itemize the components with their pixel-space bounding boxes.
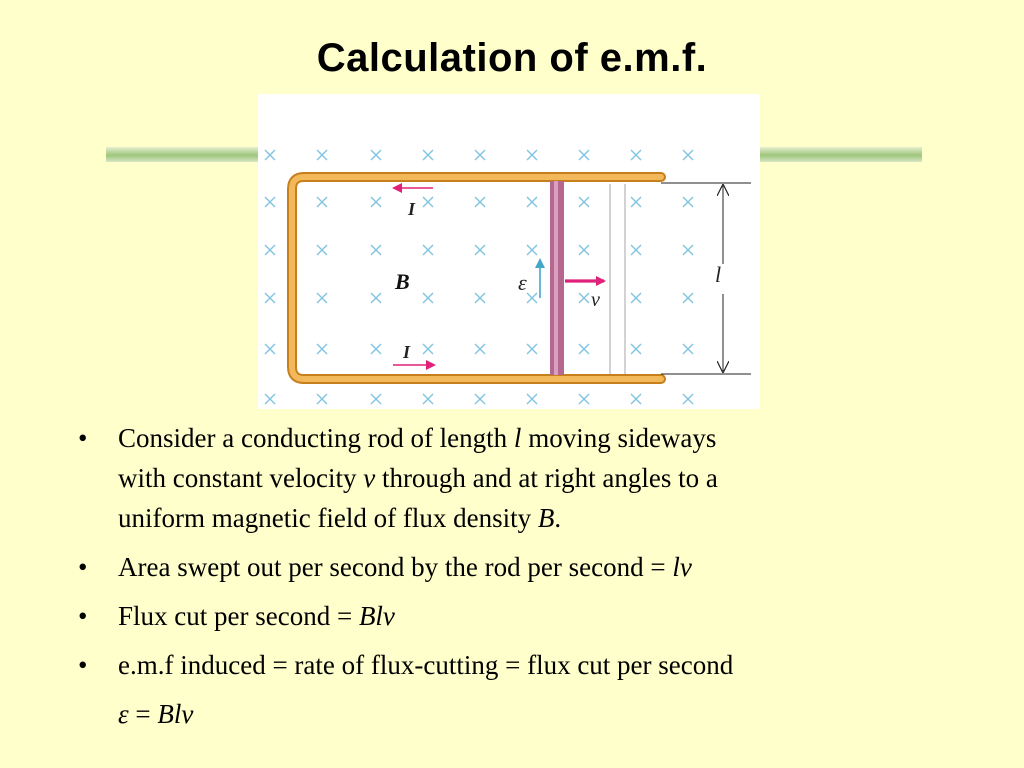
bullet-line: with constant velocity v through and at right angles to a	[118, 463, 718, 493]
field-cross-icon	[317, 293, 327, 303]
field-cross-icon	[683, 293, 693, 303]
field-cross-icon	[317, 245, 327, 255]
field-label: B	[395, 269, 410, 294]
field-cross-icon	[265, 344, 275, 354]
field-cross-icon	[475, 197, 485, 207]
field-cross-icon	[683, 150, 693, 160]
field-cross-icon	[527, 344, 537, 354]
bullet-item	[78, 645, 958, 685]
bullet-dot: •	[78, 552, 88, 582]
length-label: l	[715, 262, 722, 287]
field-cross-icon	[579, 293, 589, 303]
field-cross-icon	[423, 293, 433, 303]
field-cross-icon	[579, 245, 589, 255]
field-cross-icon	[631, 394, 641, 404]
field-cross-icon	[527, 245, 537, 255]
field-cross-icon	[423, 197, 433, 207]
field-cross-icon	[579, 394, 589, 404]
bullet-line: Area swept out per second by the rod per second = lv	[118, 552, 692, 582]
bullet-line: e.m.f induced = rate of flux-cutting = flux cut per second	[118, 650, 734, 680]
field-cross-icon	[475, 150, 485, 160]
decorative-bar-right	[760, 147, 922, 162]
field-cross-icon	[579, 150, 589, 160]
field-cross-icon	[631, 344, 641, 354]
field-cross-icon	[423, 150, 433, 160]
field-cross-icon	[265, 245, 275, 255]
bullet-item	[78, 418, 958, 538]
bullet-list	[78, 418, 958, 734]
field-cross-icon	[631, 150, 641, 160]
bullet-dot: •	[78, 423, 88, 453]
field-cross-icon	[475, 344, 485, 354]
conducting-rails-outline	[292, 177, 661, 379]
field-cross-icon	[527, 197, 537, 207]
field-cross-icon	[317, 197, 327, 207]
current-label-bottom: I	[403, 342, 411, 362]
field-cross-icon	[317, 344, 327, 354]
field-cross-icon	[683, 197, 693, 207]
field-cross-icon	[317, 150, 327, 160]
magnetic-field-crosses	[265, 150, 693, 404]
field-cross-icon	[317, 394, 327, 404]
field-cross-icon	[475, 293, 485, 303]
field-cross-icon	[527, 394, 537, 404]
field-cross-icon	[683, 344, 693, 354]
current-label-top: I	[408, 199, 416, 219]
decorative-bar-left	[106, 147, 258, 162]
bullet-line: Consider a conducting rod of length l moving sideways	[118, 423, 717, 453]
field-cross-icon	[423, 344, 433, 354]
field-cross-icon	[579, 197, 589, 207]
conducting-rod-highlight	[554, 181, 558, 375]
field-cross-icon	[631, 197, 641, 207]
field-cross-icon	[683, 245, 693, 255]
rod-on-rails-figure	[258, 94, 760, 409]
bullet-dot: •	[78, 650, 88, 680]
field-cross-icon	[371, 197, 381, 207]
field-cross-icon	[631, 245, 641, 255]
field-cross-icon	[265, 293, 275, 303]
field-cross-icon	[475, 245, 485, 255]
field-cross-icon	[371, 344, 381, 354]
field-cross-icon	[527, 150, 537, 160]
field-cross-icon	[371, 245, 381, 255]
field-cross-icon	[265, 394, 275, 404]
field-cross-icon	[475, 394, 485, 404]
bullet-dot: •	[78, 601, 88, 631]
field-cross-icon	[631, 293, 641, 303]
field-cross-icon	[423, 394, 433, 404]
bullet-line: uniform magnetic field of flux density B.	[118, 503, 562, 533]
field-cross-icon	[683, 394, 693, 404]
bullet-item	[78, 596, 958, 636]
field-cross-icon	[423, 245, 433, 255]
field-cross-icon	[527, 293, 537, 303]
rod-on-rails-diagram	[258, 94, 760, 409]
field-cross-icon	[265, 150, 275, 160]
field-cross-icon	[265, 197, 275, 207]
field-cross-icon	[579, 344, 589, 354]
final-equation: ε = Blv	[118, 699, 194, 729]
field-cross-icon	[371, 150, 381, 160]
bullet-line: Flux cut per second = Blv	[118, 601, 395, 631]
field-cross-icon	[371, 394, 381, 404]
velocity-label: v	[591, 289, 600, 311]
slide-title: Calculation of e.m.f.	[316, 36, 708, 80]
bullet-item	[78, 547, 958, 587]
field-cross-icon	[371, 293, 381, 303]
conducting-rails	[292, 177, 661, 379]
emf-label: ε	[518, 270, 527, 295]
